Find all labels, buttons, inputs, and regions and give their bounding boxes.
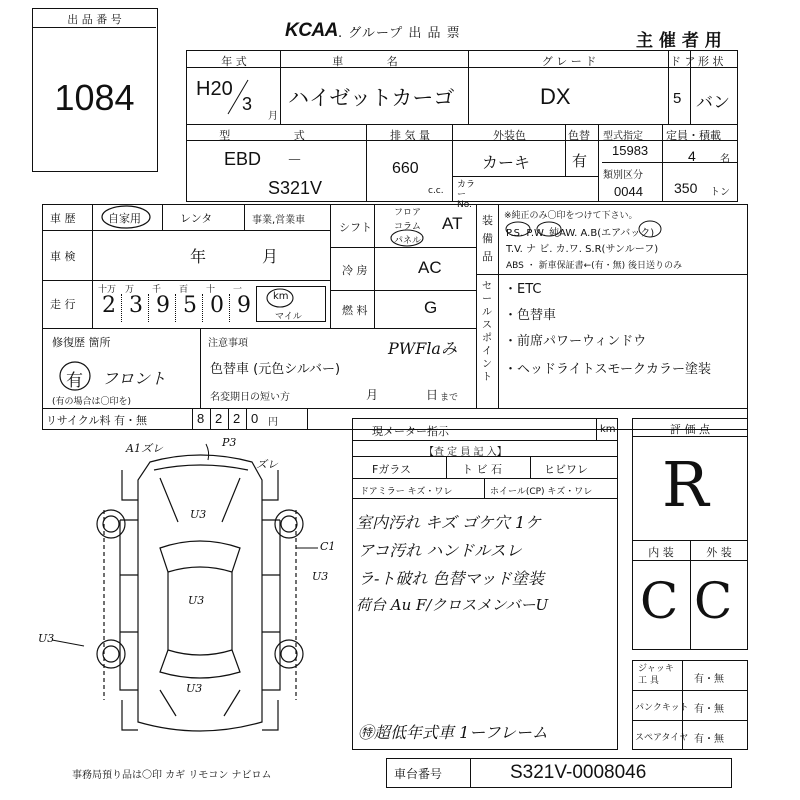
notice-label: 注意事項 — [208, 338, 248, 349]
recycle-digit: 0 — [251, 411, 259, 426]
mileage-digit: 9 — [156, 293, 170, 318]
model-prefix: EBD — [224, 149, 262, 169]
shift-floor[interactable]: フロア — [394, 208, 422, 218]
inspector-heading: 【査 定 員 記 入】 — [424, 447, 507, 458]
recycle-digit: 8 — [197, 411, 205, 426]
mileage-label: 走 行 — [50, 298, 76, 311]
sales-point-2: ・色替車 — [504, 308, 557, 323]
form-title: . グループ 出 品 票 — [338, 26, 461, 41]
repair-label: 修復歴 箇所 — [52, 336, 111, 349]
repair-note: (有の場合は〇印を) — [52, 397, 132, 407]
tool-puncture-label: パンクキット — [635, 703, 689, 713]
lot-number-label: 出 品 番 号 — [67, 13, 122, 26]
shift-column[interactable]: コラム — [394, 222, 421, 232]
equipment-note: ※純正のみ〇印をつけて下さい。 — [504, 211, 638, 221]
meter-label: 現メーター指示 — [372, 425, 449, 438]
mileage-digit: 5 — [183, 293, 197, 318]
brand-logo: KCAA — [285, 20, 338, 41]
grade: DX — [540, 84, 571, 109]
wheel-damage: ホイール(CP) キズ・ワレ — [490, 487, 593, 497]
recycle-digit: 2 — [215, 411, 223, 426]
doors: 5 — [673, 90, 682, 107]
glass-front: Fガラス — [372, 463, 411, 476]
interior-score: C — [640, 572, 679, 630]
mark-left-side: U3 — [38, 632, 55, 645]
name-label: 車 名 — [332, 55, 418, 68]
capacity: 4 — [688, 148, 696, 164]
inspector-note-3: ラ-ト破れ 色替マッド塗装 — [358, 569, 544, 588]
chassis-label: 車台番号 — [394, 767, 443, 781]
name-change-month: 月 — [366, 388, 379, 402]
shape-label: 形 状 — [698, 55, 724, 68]
inspection-label: 車 検 — [50, 250, 76, 263]
type-designation-label: 型式指定 — [603, 131, 643, 142]
history-option-private[interactable]: 自家用 — [108, 212, 141, 225]
color-change-label: 色替 — [568, 129, 590, 142]
mileage-digit-label: 十 — [206, 285, 216, 295]
recycle-digit: 2 — [233, 411, 241, 426]
name-change-label: 名変期日の短い方 — [210, 392, 290, 403]
color-change: 有 — [572, 152, 588, 170]
mileage-digit-label: 十万 — [98, 285, 117, 295]
notice-handwriting: PWFlaみ — [388, 339, 457, 358]
load: 350 — [674, 180, 698, 196]
category-label: 類別区分 — [603, 170, 643, 181]
mileage-digit-label: 万 — [125, 285, 135, 295]
inspection-year: 年 — [190, 247, 207, 266]
sales-point-1: ・ETC — [504, 282, 542, 297]
year-month: 3 — [242, 94, 253, 114]
notice-text: 色替車 (元色シルバー) — [210, 362, 341, 377]
overall-score: R — [662, 448, 709, 521]
color-no-label: カラー No. — [457, 180, 476, 210]
month-unit: 月 — [268, 111, 278, 122]
year-label: 年 式 — [221, 55, 247, 68]
mark-right-c: C1 — [320, 540, 336, 553]
year-era: H20 — [196, 78, 233, 100]
mark-roof-top: A1ズレ — [126, 442, 163, 455]
shift-panel[interactable]: パネル — [394, 236, 422, 246]
mileage-digit: 9 — [237, 293, 251, 318]
mark-rear: U3 — [186, 682, 203, 695]
mirror-damage: ドアミラー キズ・ワレ — [360, 487, 453, 497]
score-label: 評 価 点 — [670, 423, 710, 436]
model-code: S321V — [268, 178, 323, 198]
office-note: 事務局預り品は〇印 カギ リモコン ナビロム — [72, 770, 272, 781]
recycle-unit: 円 — [268, 417, 278, 428]
equipment-line3: ABS ・ 新車保証書←(有・無) 後日送りのみ — [506, 261, 683, 271]
mark-hood: U3 — [190, 508, 207, 521]
exterior-color: カーキ — [482, 153, 531, 172]
capacity-label: 定員・積載 — [666, 129, 721, 142]
repair-value: 有 — [66, 371, 83, 391]
name-change-suffix: まで — [440, 393, 459, 403]
capacity-unit: 名 — [720, 154, 730, 165]
sales-point-3: ・前席パワーウィンドウ — [504, 334, 647, 349]
mark-front-top: P3 — [222, 436, 237, 449]
copy-label: 主 催 者 用 — [636, 31, 722, 51]
tool-spare-value[interactable]: 有・無 — [694, 734, 724, 745]
km-label[interactable]: km — [273, 291, 289, 302]
glass-crack: ヒビワレ — [544, 463, 588, 476]
inspector-note-1: 室内汚れ キズ ゴケ穴 1ケ — [356, 513, 542, 532]
exterior-label: 外 装 — [706, 546, 732, 559]
inspector-footer-note: ㊕超低年式車 1ーフレーム — [358, 723, 548, 742]
history-label: 車 歴 — [50, 212, 76, 225]
doors-label: ド ア — [670, 55, 696, 68]
displacement-label: 排 気 量 — [390, 129, 430, 142]
exterior-score: C — [694, 572, 733, 630]
chassis-number: S321V-0008046 — [510, 762, 647, 783]
tool-jack-label: ジャッキ 工 具 — [638, 664, 674, 686]
model-label: 型 式 — [219, 129, 335, 142]
load-unit: トン — [710, 187, 730, 198]
history-option-rental[interactable]: レンタ — [180, 212, 213, 225]
type-designation: 15983 — [612, 143, 649, 158]
shift-value: AT — [442, 214, 463, 233]
model-dash: － — [287, 152, 303, 169]
name-change-day: 日 — [426, 388, 439, 402]
lot-number: 1084 — [54, 77, 135, 118]
tool-jack-value[interactable]: 有・無 — [694, 674, 724, 685]
tool-spare-label: スペアタイヤ — [635, 733, 689, 743]
recycle-label: リサイクル料 有・無 — [46, 414, 147, 427]
mileage-digit: 0 — [210, 293, 224, 318]
equipment-label: 装 備 品 — [482, 214, 493, 263]
mileage-digit-label: 百 — [179, 285, 189, 295]
mark-right-top: ズレ — [256, 458, 278, 471]
inspector-note-2: アコ汚れ ハンドルスレ — [358, 541, 522, 560]
equipment-line1: P.S. P.W. 純AW. A.B(エアバック) — [506, 228, 655, 239]
shape: バン — [696, 93, 730, 113]
mileage-digit-label: 一 — [233, 285, 243, 295]
inspection-month: 月 — [262, 247, 279, 266]
ac-label: 冷 房 — [342, 264, 368, 277]
interior-label: 内 装 — [648, 546, 674, 559]
mark-right-side: U3 — [312, 570, 329, 583]
color-label: 外装色 — [493, 129, 526, 142]
sales-point-label: セールスポイント — [482, 281, 492, 383]
equipment-line2: T.V. ナ ビ. カ.ワ. S.R(サンルーフ) — [506, 244, 659, 255]
fuel-value: G — [424, 298, 438, 317]
category: 0044 — [614, 184, 643, 199]
displacement: 660 — [392, 160, 419, 177]
tool-puncture-value[interactable]: 有・無 — [694, 704, 724, 715]
meter-unit: km — [600, 424, 616, 435]
grade-label: グ レ ー ド — [541, 55, 597, 68]
sales-point-4: ・ヘッドライトスモークカラー塗装 — [504, 362, 711, 377]
repair-location: フロント — [102, 369, 167, 388]
mileage-digit: 3 — [129, 293, 143, 318]
cc-unit: c.c. — [428, 186, 444, 196]
fuel-label: 燃 料 — [342, 304, 368, 317]
mileage-digit-label: 千 — [152, 285, 162, 295]
glass-chip: ト ビ 石 — [462, 463, 502, 476]
mark-roof: U3 — [188, 594, 205, 607]
shift-label: シフト — [339, 221, 372, 234]
history-option-business[interactable]: 事業,営業車 — [252, 215, 306, 226]
mileage-digit: 2 — [102, 293, 116, 318]
inspector-note-4: 荷台 Au F/クロスメンバーU — [356, 596, 549, 614]
vehicle-name: ハイゼットカーゴ — [288, 86, 455, 110]
ac-value: AC — [418, 258, 442, 277]
mile-label[interactable]: マイル — [275, 312, 302, 322]
